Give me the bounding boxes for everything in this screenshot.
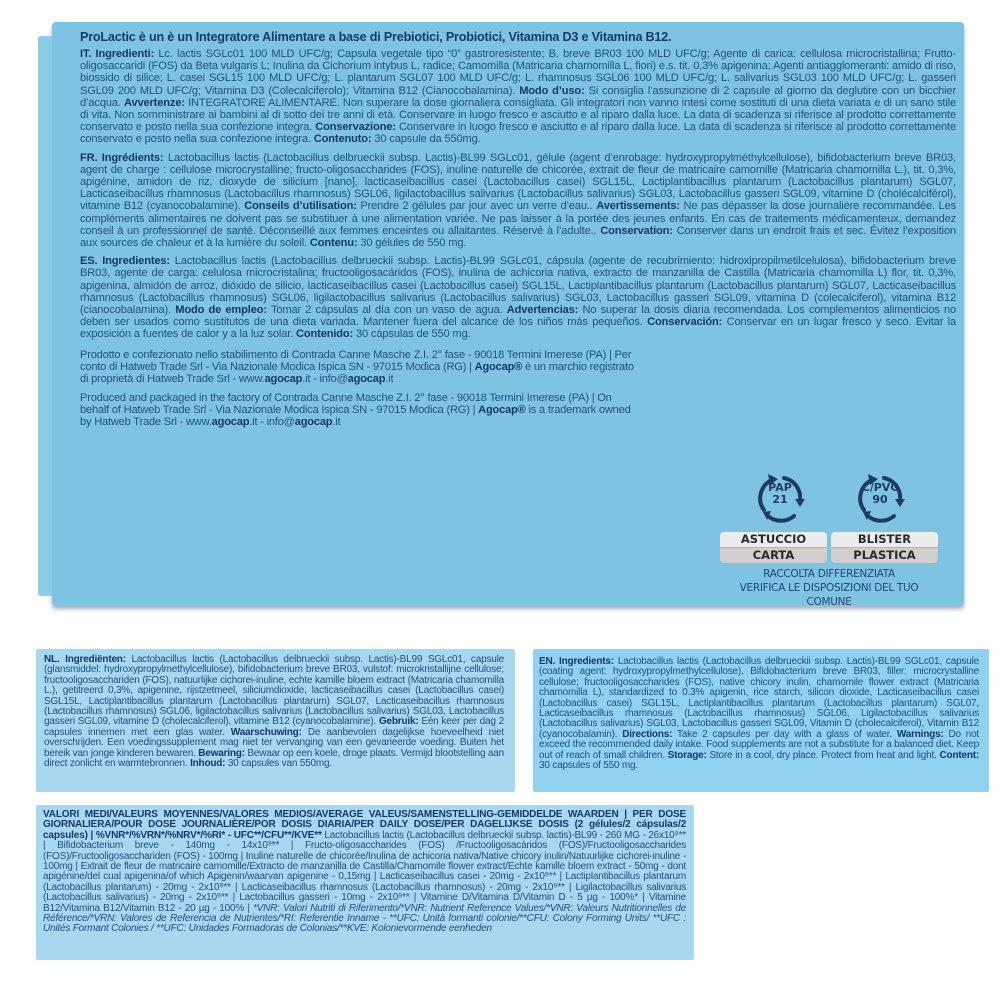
fr-ingredients-heading: FR. Ingrédients:: [80, 151, 164, 164]
fr-usage-heading: Conseils d’utilisation:: [244, 200, 357, 213]
brand-mark: Agocap®: [478, 403, 526, 416]
label-astuccio: ASTUCCIO: [720, 532, 827, 547]
fr-warnings-heading: Avertissements:: [596, 200, 680, 213]
es-storage-text: Conservar en un lugar fresco y seco. Evitar la exposición a fuentes de calor y a la luz solar.: [80, 316, 956, 341]
recycle-symbol-cpvc: [850, 470, 910, 526]
es-content-heading: Contenido:: [296, 328, 354, 341]
nutrition-values: [43, 810, 686, 935]
fr-content-heading: Contenu:: [309, 237, 358, 250]
recycling-note-2: VERIFICA LE DISPOSIZIONI DEL TUO COMUNE: [739, 582, 919, 608]
es-content-text: 30 cápsulas de 550 mg.: [353, 328, 471, 341]
website-tld: .it - info@: [302, 373, 348, 386]
es-usage-text: Tomar 2 cápsulas al día con un vaso de agua.: [266, 304, 507, 317]
es-warnings-heading: Advertencias:: [506, 304, 579, 317]
it-warnings-text: INTEGRATORE ALIMENTARE. Non superare la dose giornaliera consigliata. Gli integratori non vanno intesi come sostituti di una dieta variata e di un sano stile di vita. Non somministrare ai bambini al di sotto dei tre anni di età. Conservare in luogo fresco e asciutto e al riparo dalla luce. La data di scadenza si riferisce al prodotto correttamente conservato e posto nella sua confezione integra.: [80, 96, 956, 134]
nl-warnings-text: De aanbevolen dagelijkse hoeveelheid niet overschrijden. Een voedingssupplement mag niet ter vervanging van een gevarieerde voeding. Buiten het bereik van jonge kinderen bewaren.: [44, 726, 504, 759]
fr-content-text: 30 gélules de 550 mg.: [357, 237, 467, 250]
label-blister: BLISTER: [831, 532, 938, 547]
recycle-code: C/PVC: [861, 481, 899, 494]
en-warnings-text: Do not exceed the recommended daily intake. Food supplements are not a substitute for a balanced diet. Keep out of reach of small children.: [539, 728, 980, 761]
label-plastica: PLASTICA: [831, 548, 938, 563]
nutrition-panel: [36, 805, 694, 960]
email-tld: .it: [332, 416, 341, 429]
section-fr: [80, 152, 956, 250]
it-usage-text: Si consiglia l’assunzione di 2 capsule al giorno da deglutire con un bicchier d’acqua.: [80, 84, 956, 109]
nutrition-header: VALORI MEDI/VALEURS MOYENNES/VALORES MEDIOS/AVERAGE VALEUS/SAMENSTELLING-GEMIDDELDE WAARDEN | PER DOSE GIORNALIERA/POUR DOSE JOURNALIÈRE/POR DOSIS DIARIA/PER DAILY DOSE/PER DAGELIJKSE DOSIS (2 gélules/2 cápsulas/2 capsules) | %VNR*/%VRN*/%NRV*/%RI* - UFC**/CFU**/KVE**: [43, 809, 686, 841]
label-carta: CARTA: [720, 548, 827, 563]
it-usage-heading: Modo d’uso:: [519, 84, 585, 97]
panel-flap: [38, 36, 52, 596]
en-ingredients-heading: EN. Ingredients:: [539, 656, 614, 667]
it-ingredients-heading: IT. Ingredienti:: [80, 48, 155, 60]
en-storage-text: Store in a cool, dry place. Protect from heat and light.: [706, 749, 940, 761]
producer-en-text: Produced and packaged in the factory of Contrada Canne Masche Z.I. 2° fase - 90018 Termini Imerese (PA) | On behalf of Hatweb Trade Srl - Via Nazionale Modica Ispica SN - 97015 Modica (RG) |: [80, 391, 612, 416]
section-nl: [44, 655, 504, 769]
es-ingredients-heading: ES. Ingredientes:: [80, 255, 170, 268]
it-storage-heading: Conservazione:: [315, 121, 396, 134]
section-es: [80, 255, 956, 340]
en-usage-heading: Directions:: [622, 728, 673, 740]
en-usage-text: Take 2 capsules per day with a glass of water.: [672, 728, 897, 740]
nl-usage-text: Eén keer per dag 2 capsules innemen met een glas water.: [44, 716, 505, 738]
en-panel: [533, 649, 989, 792]
nl-ingredients-text: Lactobacillus lactis (Lactobacillus delbrueckii subsp. Lactis)-BL99 SGLc01, capsule (glansmiddel: hydroxypropylmethylcellulose), bifidobacterium breve BR03, vulstof: microkristallijne cellulose; fructooligosacchariden (FOS), natuurlijke cichorei-inuline, echte kamille bloem extract (Matricaria chamomilla L.), getitreerd 0,3%, apigenine, rijstzetmeel, siliciumdioxide, lacticaseibacillus casei (Lactobacillus casei) SGL15L, Lactiplantibacillus plantarum (Lactobacillus plantarum) SGL07, Lacticaseibacillus rhamnosus (Lactobacillus rhamnosus) SGL06, ligilactobacillus salivarius (Lactobacillus salivarius) SGL03, Lactobacillus gasseri SGL09, vitamine D (cholecalciferol), vitamine B12 (cyanocobalamine).: [44, 654, 505, 728]
website-link: agocap: [264, 373, 303, 386]
es-warnings-text: No superar la dosis diaria recomendada. Los complementos alimenticios no deben ser usados como sustitutos de una dieta variada. Mantener fuera del alcance de los niños más pequeños.: [80, 304, 956, 329]
en-storage-heading: Storage:: [667, 749, 707, 761]
fr-storage-text: Conserver dans un endroit frais et sec. Évitez l’exposition aux sources de chaleur et à la lumière du soleil.: [80, 224, 956, 250]
nutrition-rows: Lactobacillus lactis (Lactobacillus delbrueckii subsp. lactis)-BL99 - 260 MG - 26x10⁹** | Bifidobacterium breve - 140mg - 14x10⁹** | Fructo-oligosaccharides (FOS) /Fructooligosacáridos (FOS)/Fructooligosaccharides (FOS)/Fructooligosacchariden (FOS) - 100mg | Inuline naturelle de chicorée/Inulina de achicoria nativa/Native chicory inulin/Natuurlijke cichorei-inuline - 100mg | Extrait de fleur de matricaire camomille/Extracto de manzanilla de Castilla/Chamomile flower extract/Echte kamille bloem extract - 50mg - dont apigénine/del cual apigenina/of which Apigenin/waarvan apigenine - 0,15mg | Lacticaseibacillus casei - 20mg - 2x10⁹** | Lactiplantibacillus plantarum (Lactobacillus plantarum) - 20mg - 2x10⁹** | Lacticaseibacillus rhamnosus (Lactobacillus rhamnosus) - 20mg - 2x10⁹** | Ligilactobacillus salivarius (Lactobacillus salivarius) - 20mg - 2x10⁹** | Lactobacillus gasseri - 10mg - 2x10⁹** | Vitamine D/Vitamina D/Vitamin D - 5 µg - 100%* | Vitamine B12/Vitamina B12/Vitamin B12 - 20 µg - 100% |: [43, 829, 687, 914]
en-warnings-heading: Warnings:: [896, 728, 944, 740]
producer-it-text2: è un marchio registrato di proprietà di Hatweb Trade Srl - www.: [80, 360, 634, 386]
section-it: [80, 48, 956, 146]
nutrition-footnotes: *VNR: Valori Nutriti di Riferimento/*VNR: Nutrient Reference Values/*VNR: Valeurs Nutritionnelles de Référence/*VRN: Valores de Referencia de Nutrientes/*RI: Referentie Inname - **UFC: Unità formanti colonie/**CFU: Colony Forming Units/ **UFC : Unités Formant Colonies / **UFC: Unidades Formadoras de Colonias/**KVE: Kolonievormende eenheden: [43, 902, 686, 935]
email-tld: .it: [385, 373, 394, 386]
recycle-code: PAP: [768, 481, 792, 494]
nl-content-text: 30 capsules van 550mg.: [225, 758, 332, 770]
recycle-symbol-pap: [750, 470, 810, 526]
it-content-heading: Contenuto:: [313, 133, 372, 146]
recycle-number: 21: [772, 493, 788, 506]
producer-it-text: Prodotto e confezionato nello stabilimento di Contrada Canne Masche Z.I. 2° fase - 90018 Termini Imerese (PA) | Per conto di Hatweb Trade Srl - Via Nazionale Modica Ispica SN - 97015 Modica (RG) |: [80, 348, 632, 373]
email-link: agocap: [294, 416, 333, 429]
nl-storage-heading: Bewaring:: [198, 747, 245, 759]
it-warnings-heading: Avvertenze:: [124, 96, 185, 109]
fr-storage-heading: Conservation:: [600, 224, 673, 237]
it-storage-text: Conservare in luogo fresco e asciutto e al riparo dalla luce. La data di scadenza si riferisce al prodotto correttamente conservato e posto nella sua confezione integra.: [80, 121, 956, 146]
nl-content-heading: Inhoud:: [190, 758, 226, 770]
recycle-labels: [720, 532, 938, 563]
it-content-text: 30 capsule da 550mg.: [371, 133, 481, 146]
recycling-note-1: RACCOLTA DIFFERENZIATA: [763, 568, 895, 580]
nl-ingredients-heading: NL. Ingrediënten:: [44, 654, 126, 665]
website-tld: .it - info@: [249, 416, 295, 429]
producer-en-text2: is a trademark owned by Hatweb Trade Srl - www.: [80, 403, 631, 429]
en-ingredients-text: Lactobacillus lactis (Lactobacillus delbrueckii subsp. Lactis)-BL99 SGLc01, capsule (coating agent: hydroxypropylmethylcellulose), Bifidobacterium breve BR03, filler: microcrystalline cellulose; fructooligosaccharides (FOS), native chicory inulin, chamomile flower extract (Matricaria chamomilla L), standardized to 0.3% apigenin, rice starch, silicon dioxide, Lacticaseibacillus casei (Lactobacillus casei) SGL15L, Lactiplantibacillus plantarum (Lactobacillus plantarum) SGL07, Lacticaseibacillus rhamnosus (Lactobacillus rhamnosus) SGL06, Ligilactobacillus salivarius (Lactobacillus salivarius) SGL03, Lactobacillus gasseri SGL09, Vitamin D (cholecalciferol), Vitamin B12 (cyanocobalamin).: [539, 656, 979, 740]
nl-warnings-heading: Waarschuwing:: [230, 726, 302, 738]
email-link: agocap: [347, 373, 386, 386]
recycle-number: 90: [872, 493, 888, 506]
nl-panel: [36, 649, 515, 792]
en-content-text: 30 capsules of 550 mg.: [539, 760, 638, 772]
es-ingredients-text: Lactobacillus lactis (Lactobacillus delbrueckii subsp. Lactis)-BL99 SGLc01, cápsula (agente de recubrimiento: hidroxipropilmetilcelulosa), bifidobacterium breve BR03, agente de carga: celulosa microcristalina; fructooligosacáridos (FOS), inulina de achicoria nativa, extracto de manzanilla de Castilla (Matricaria chamomilla L) flor, tit. 0,3%, apigenina, almidón de arroz, dióxido de silicio, lacticaseibacillus casei (Lactobacillus casei) SGL15L, Lactiplantibacillus plantarum (Lactobacillus plantarum) SGL07, Lacticaseibacillus rhamnosus (Lactobacillus rhamnosus) SGL06, ligilactobacillus salivarius (Lactobacillus salivarius) SGL03, Lactobacillus gasseri SGL09, vitamina D (colecalciferol), vitamina B12 (cianocobalamina).: [80, 255, 956, 317]
nl-storage-text: Bewaar op een koele, droge plaats. Vermijd blootstelling aan direct zonlicht en warmtebronnen.: [44, 747, 505, 770]
fr-ingredients-text: Lactobacillus lactis (Lactobacillus delbrueckii subsp. Lactis)-BL99 SGLc01, gélule (agent d’enrobage: hydroxypropylméthylcellulose), bifidobacterium breve BR03, agent de charge : cellulose microcrystalline; fructo-oligosaccharides (FOS), inuline naturelle de chicorée, extrait de fleur de matricaire camomille (Matricaria chamomilla L.), tit. 0,3%, apigénine, amidon de riz, dioxyde de silicium [nano], lacticaseibacillus casei (Lactobacillus casei) SGL15L, Lactiplantibacillus plantarum (Lactobacillus plantarum) SGL07, Lacticaseibacillus rhamnosus (Lactobacillus rhamnosus) SGL06, ligilactobacillus salivarius (Lactobacillus salivarius) SGL03, Lactobacillus gasseri SGL09, vitamine D (cholécalciférol), vitamine B12 (cyanocobalamine).: [80, 151, 956, 213]
recycling-info: [720, 470, 950, 620]
website-link: agocap: [211, 416, 250, 429]
en-content-heading: Content:: [939, 749, 980, 761]
section-en: [539, 657, 979, 771]
fr-usage-text: Prendre 2 gélules par jour avec un verre d’eau..: [356, 200, 597, 213]
product-headline: ProLactic è un è un Integratore Alimentare a base di Prebiotici, Probiotici, Vitamina D3 e Vitamina B12.: [80, 30, 672, 44]
es-usage-heading: Modo de empleo:: [175, 304, 267, 317]
producer-info-it: [80, 349, 640, 386]
producer-info-en: [80, 392, 640, 429]
es-storage-heading: Conservación:: [647, 316, 723, 329]
nl-usage-heading: Gebruik:: [378, 716, 419, 728]
fr-warnings-text: Ne pas dépasser la dose journalière recommandée. Les compléments alimentaires ne doivent pas se substituer à une alimentation variée. Ne pas laisser à la portée des jeunes enfants. En cas de traitements médicamenteux, demandez conseil à un professionnel de santé. Déconseillé aux femmes enceintes ou allaitantes. Réservé à l’adulte..: [80, 200, 956, 237]
it-ingredients-text: Lc. lactis SGLc01 100 MLD UFC/g; Capsula vegetale tipo “0” gastroresistente; B. breve BR03 100 MLD UFC/g; Agente di carica: cellulosa microcristallina; Frutto-oligosaccaridi (FOS) da Beta vulgaris L; Inulina da Cichorium intybus L, radice; Camomilla (Matricaria chamomilla L, fiori) e.s. tit. 0,3% apigenina; Agenti antiagglomeranti: amido di riso, biossido di silice; L. casei SGL15 100 MLD UFC/g; L. plantarum SGL07 100 MLD UFC/g; L. rhamnosus SGL06 100 MLD UFC/g; L. salivarius SGL03 100 MLD UFC/g; L. gasseri SGL09 200 MLD UFC/g; Vitamina D3 (Colecalciferolo); Vitamina B12 (Cianocobalamina).: [80, 48, 956, 97]
brand-mark: Agocap®: [474, 360, 523, 373]
